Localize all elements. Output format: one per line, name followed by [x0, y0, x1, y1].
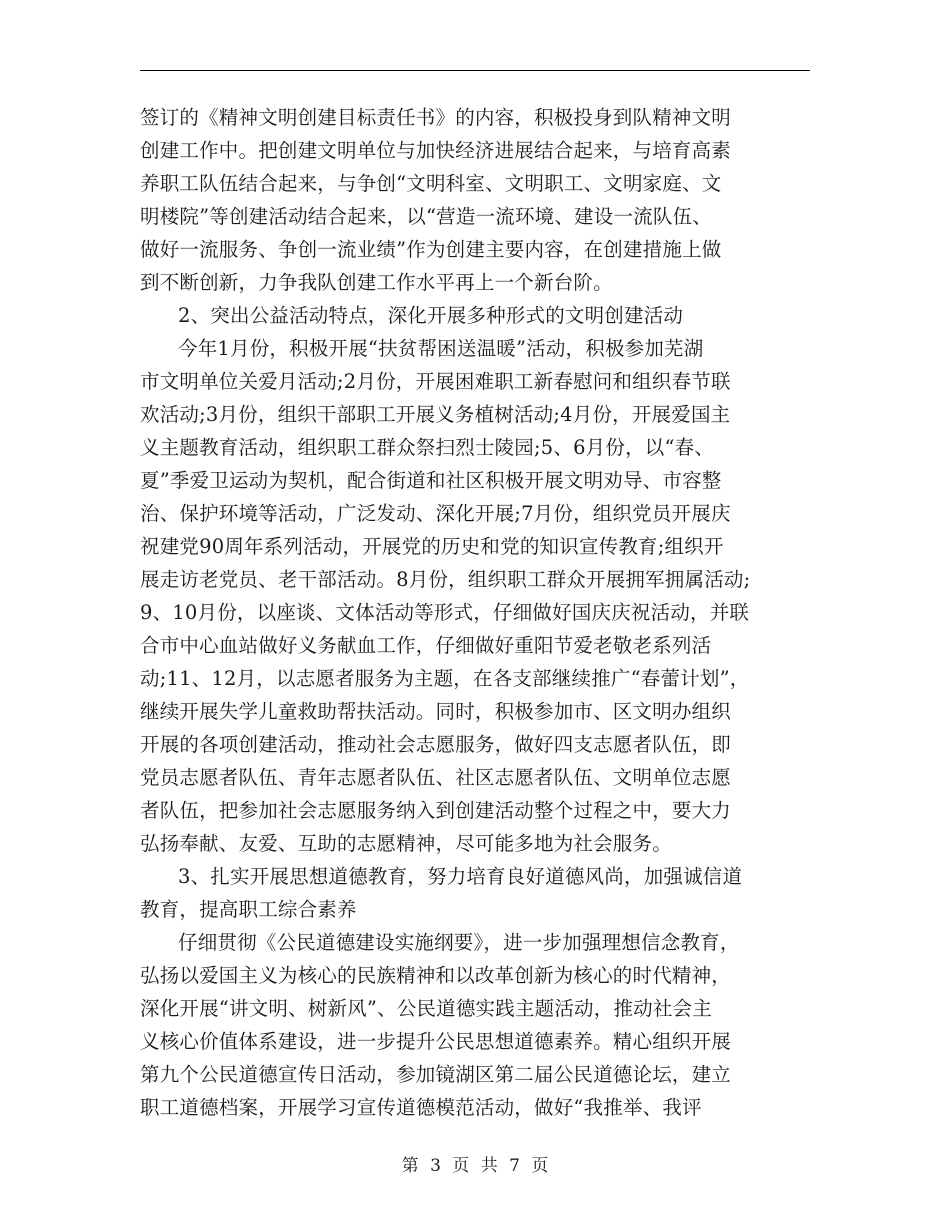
text-line: 创建工作中。把创建文明单位与加快经济进展结合起来，与培育高素: [140, 139, 732, 162]
text-line: 弘扬奉献、友爱、互助的志愿精神，尽可能多地为社会服务。: [140, 832, 672, 855]
text-line: 签订的《精神文明创建目标责任书》的内容，积极投身到队精神文明: [140, 106, 732, 129]
text-line: 治、保护环境等活动，广泛发动、深化开展;7月份，组织党员开展庆: [140, 502, 731, 525]
text-line: 深化开展“讲文明、树新风”、公民道德实践主题活动，推动社会主: [140, 997, 712, 1020]
text-line: 教育，提高职工综合素养: [140, 898, 357, 921]
text-line: 第九个公民道德宣传日活动，参加镜湖区第二届公民道德论坛，建立: [140, 1063, 732, 1086]
text-line: 开展的各项创建活动，推动社会志愿服务，做好四支志愿者队伍，即: [140, 733, 732, 756]
text-line: 今年1月份，积极开展“扶贫帮困送温暖”活动，积极参加芜湖: [178, 337, 704, 360]
text-line: 明楼院”等创建活动结合起来，以“营造一流环境、建设一流队伍、: [140, 205, 712, 228]
page-number-footer: 第 3 页 共 7 页: [401, 1156, 549, 1176]
text-line: 党员志愿者队伍、青年志愿者队伍、社区志愿者队伍、文明单位志愿: [140, 766, 732, 789]
text-line: 义主题教育活动，组织职工群众祭扫烈士陵园;5、6月份，以“春、: [140, 436, 715, 459]
text-line: 做好一流服务、争创一流业绩”作为创建主要内容，在创建措施上做: [140, 238, 722, 261]
text-line: 义核心价值体系建设，进一步提升公民思想道德素养。精心组织开展: [140, 1030, 732, 1053]
text-line: 市文明单位关爱月活动;2月份，开展困难职工新春慰问和组织春节联: [140, 370, 731, 393]
text-line: 养职工队伍结合起来，与争创“文明科室、文明职工、文明家庭、文: [140, 172, 722, 195]
text-line: 仔细贯彻《公民道德建设实施纲要》，进一步加强理想信念教育，: [178, 931, 740, 954]
text-line: 动;11、12月，以志愿者服务为主题，在各支部继续推广“春蕾计划”，: [140, 667, 750, 690]
text-line: 3、扎实开展思想道德教育，努力培育良好道德风尚，加强诚信道: [178, 865, 743, 888]
text-line: 夏”季爱卫运动为契机，配合街道和社区积极开展文明劝导、市容整: [140, 469, 722, 492]
text-line: 职工道德档案，开展学习宣传道德模范活动，做好“我推举、我评: [140, 1096, 702, 1119]
text-line: 展走访老党员、老干部活动。8月份，组织职工群众开展拥军拥属活动;: [140, 568, 751, 591]
document-body: [140, 101, 812, 1124]
text-line: 继续开展失学儿童救助帮扶活动。同时，积极参加市、区文明办组织: [140, 700, 732, 723]
text-line: 弘扬以爱国主义为核心的民族精神和以改革创新为核心的时代精神，: [140, 964, 732, 987]
text-line: 到不断创新，力争我队创建工作水平再上一个新台阶。: [140, 271, 613, 294]
text-line: 者队伍，把参加社会志愿服务纳入到创建活动整个过程之中，要大力: [140, 799, 732, 822]
text-line: 2、突出公益活动特点，深化开展多种形式的文明创建活动: [178, 304, 684, 327]
header-rule: [140, 70, 810, 71]
text-line: 欢活动;3月份，组织干部职工开展义务植树活动;4月份，开展爱国主: [140, 403, 731, 426]
text-line: 祝建党90周年系列活动，开展党的历史和党的知识宣传教育;组织开: [140, 535, 724, 558]
text-line: 9、10月份，以座谈、文体活动等形式，仔细做好国庆庆祝活动，并联: [140, 601, 750, 624]
text-line: 合市中心血站做好义务献血工作，仔细做好重阳节爱老敬老系列活: [140, 634, 712, 657]
